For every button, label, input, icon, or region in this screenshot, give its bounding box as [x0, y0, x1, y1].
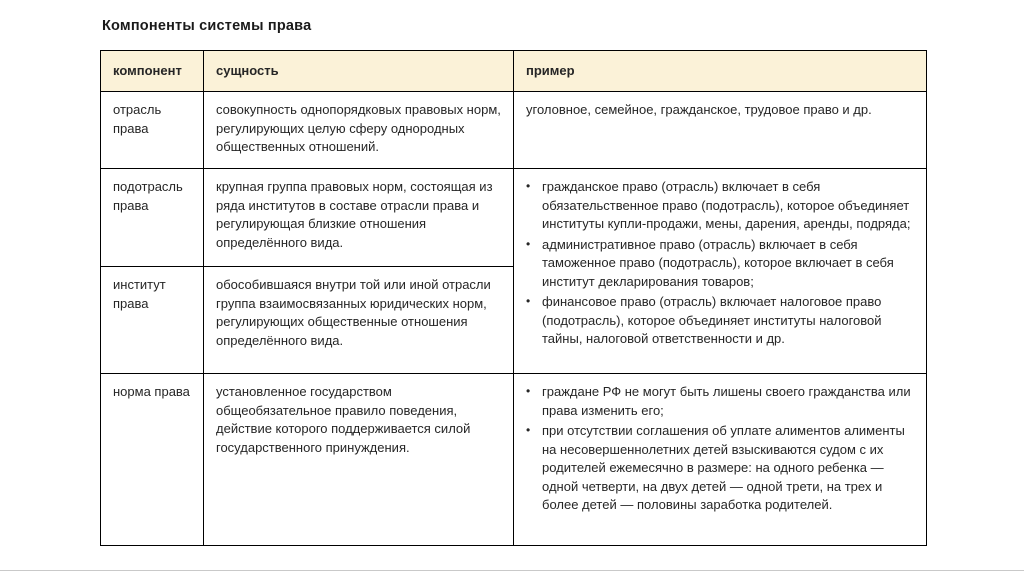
list-item: [526, 293, 914, 348]
bullet-icon: •: [526, 384, 531, 399]
bullet-text: финансовое право (отрасль) включает налоговое право (подотрасль), которое объединяет институты налоговой тайны, налоговой ответственности и др.: [542, 294, 882, 347]
essence-cell: крупная группа правовых норм, состоящая из ряда институтов в составе отрасли права и регулирующая близкие отношения определённого вида.: [204, 169, 514, 267]
list-item: [526, 422, 914, 514]
bullet-icon: •: [526, 236, 531, 251]
list-item: [526, 236, 914, 291]
example-cell: [514, 374, 927, 546]
bullet-icon: •: [526, 423, 531, 438]
header-essence: сущность: [204, 51, 514, 92]
component-cell: институт права: [101, 267, 204, 374]
example-cell-merged: [514, 169, 927, 374]
component-cell: отрасль права: [101, 92, 204, 169]
table-header-row: [101, 51, 927, 92]
law-components-table: [100, 50, 927, 546]
essence-cell: установленное государством общеобязательное правило поведения, действие которого поддерживается силой государственного принуждения.: [204, 374, 514, 546]
slide-canvas: [100, 16, 926, 546]
list-item: [526, 178, 914, 233]
component-cell: подотрасль права: [101, 169, 204, 267]
essence-cell: совокупность однопорядковых правовых норм, регулирующих целую сферу однородных общественных отношений.: [204, 92, 514, 169]
bullet-text: граждане РФ не могут быть лишены своего гражданства или права изменить его;: [542, 384, 911, 418]
bullet-text: при отсутствии соглашения об уплате алиментов алименты на несовершеннолетних детей взыскиваются судом с их родителей ежемесячно в размере: на одного ребенка — одной четверти, на двух детей — одной трети, на трех и более детей — половины заработка родителей.: [542, 423, 905, 513]
bullet-text: гражданское право (отрасль) включает в себя обязательственное право (подотрасль), которое объединяет институты купли-продажи, мены, дарения, аренды, подряда;: [542, 179, 911, 232]
table-row-otrasl: [101, 92, 927, 169]
bottom-divider: [0, 570, 1024, 571]
table-row-podotrasl: [101, 169, 927, 267]
bullet-icon: •: [526, 179, 531, 194]
header-example: пример: [514, 51, 927, 92]
essence-cell: обособившаяся внутри той или иной отрасли группа взаимосвязанных юридических норм, регулирующих общественные отношения определённого вида.: [204, 267, 514, 374]
bullet-text: административное право (отрасль) включает в себя таможенное право (подотрасль), которое включает в себя институт декларирования товаров;: [542, 236, 894, 289]
header-component: компонент: [101, 51, 204, 92]
component-cell: норма права: [101, 374, 204, 546]
list-item: [526, 383, 914, 420]
bullet-icon: •: [526, 294, 531, 309]
table-row-norma: [101, 374, 927, 546]
example-cell: уголовное, семейное, гражданское, трудовое право и др.: [514, 92, 927, 169]
page-title: Компоненты системы права: [102, 18, 312, 34]
